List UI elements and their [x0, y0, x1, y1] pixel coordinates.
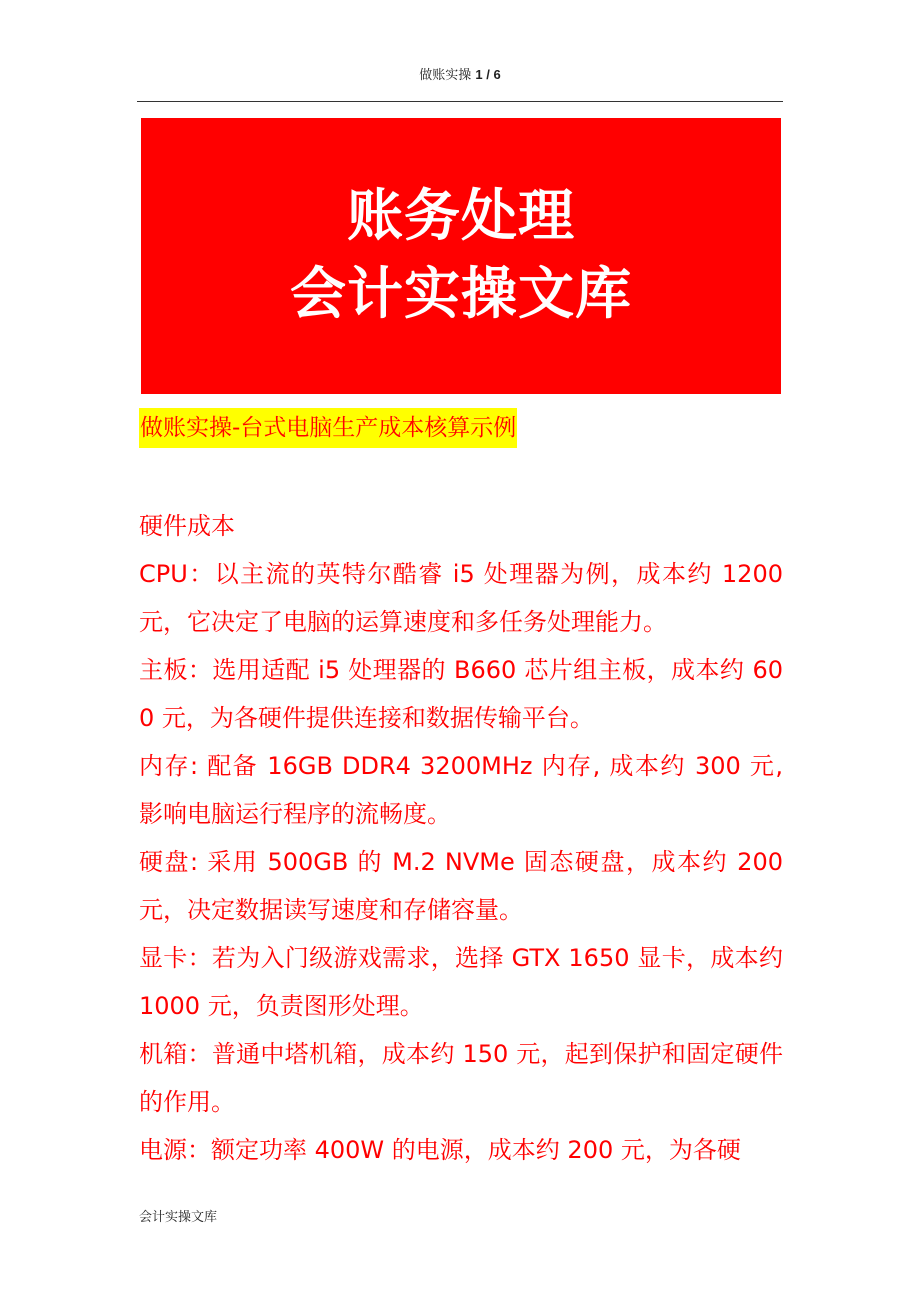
document-title: 做账实操-台式电脑生产成本核算示例: [139, 408, 517, 448]
cost-item-memory: 内存: 配备 16GB DDR4 3200MHz 内存, 成本约 300 元, 影响电脑运行程序的流畅度。: [139, 752, 783, 828]
cost-item-storage: 硬盘: 采用 500GB 的 M.2 NVMe 固态硬盘，成本约 200 元，决定数据读写速度和存储容量。: [139, 848, 783, 924]
cost-item-power-supply: 电源：额定功率 400W 的电源，成本约 200 元，为各硬: [139, 1136, 741, 1164]
page-header: [0, 64, 920, 83]
cover-banner: [141, 118, 781, 394]
page-footer: 会计实操文库: [139, 1210, 218, 1225]
section-heading: 硬件成本: [139, 512, 235, 540]
cost-item-motherboard: 主板：选用适配 i5 处理器的 B660 芯片组主板，成本约 600 元，为各硬件提供连接和数据传输平台。: [139, 656, 783, 732]
cost-item-graphics: 显卡：若为入门级游戏需求，选择 GTX 1650 显卡，成本约 1000 元，负责图形处理。: [139, 944, 783, 1020]
banner-line-2: 会计实操文库: [290, 262, 632, 327]
header-divider: [137, 101, 783, 102]
document-body: [139, 502, 783, 1174]
header-title: 做账实操: [419, 68, 472, 83]
page-indicator: 1 / 6: [475, 67, 501, 82]
banner-line-1: 账务处理: [347, 184, 575, 249]
cost-item-case: 机箱：普通中塔机箱，成本约 150 元，起到保护和固定硬件的作用。: [139, 1040, 783, 1116]
cost-item-cpu: CPU：以主流的英特尔酷睿 i5 处理器为例，成本约 1200 元，它决定了电脑的运算速度和多任务处理能力。: [139, 560, 783, 636]
